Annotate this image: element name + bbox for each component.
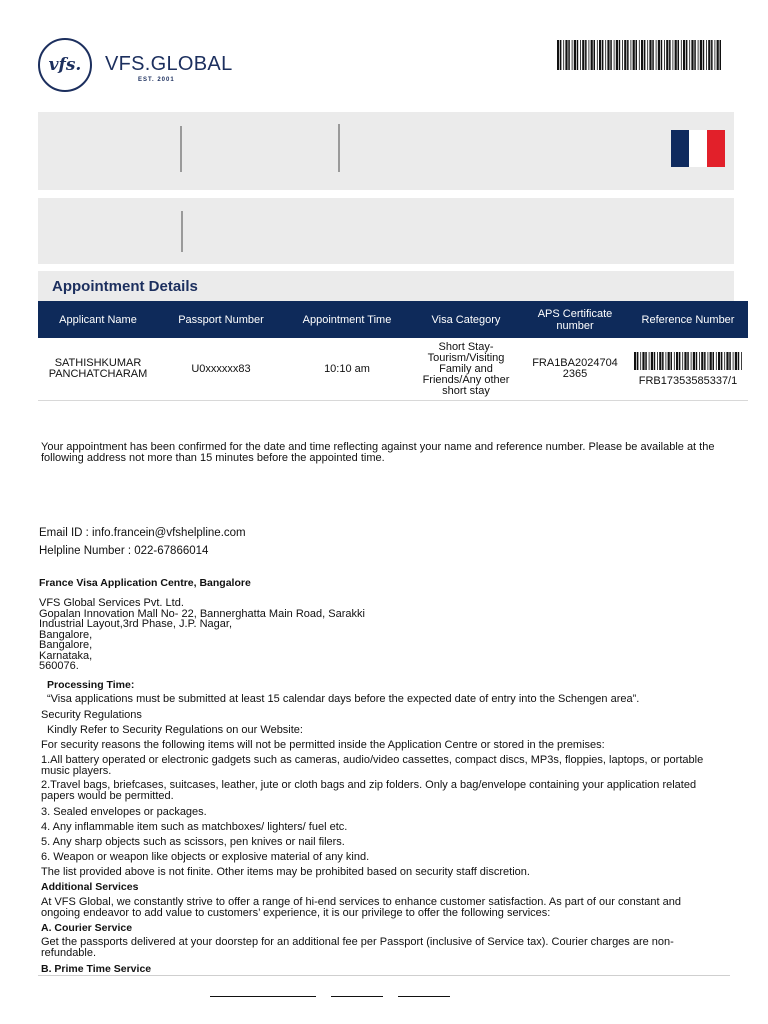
barcode-bar (711, 40, 713, 70)
security-item-1: 1.All battery operated or electronic gadgets such as cameras, audio/video cassettes, compact discs, MP3s, floppies, laptops, or portable music players. (41, 754, 704, 777)
barcode-bar (565, 40, 567, 70)
barcode-bar (704, 352, 706, 370)
security-item-5: 5. Any sharp objects such as scissors, pen knives or nail filers. (41, 836, 345, 848)
barcode-bar (687, 352, 689, 370)
col-reference-number: Reference Number (628, 301, 748, 338)
barcode-bar (560, 40, 562, 70)
barcode-bar (675, 40, 677, 70)
panel-divider (338, 124, 340, 172)
barcode-bar (738, 352, 740, 370)
signature-line (331, 996, 383, 997)
barcode-bar (633, 40, 635, 70)
barcode-bar (622, 40, 623, 70)
barcode-bar (668, 352, 670, 370)
contact-helpline: Helpline Number : 022-67866014 (39, 545, 209, 557)
col-appointment-time: Appointment Time (284, 301, 410, 338)
barcode-bar (631, 40, 632, 70)
courier-text: Get the passports delivered at your doorstep for an additional fee per Passport (inclusive of Service tax). Courier charges are non-refundable. (41, 936, 674, 959)
barcode-bar (681, 40, 682, 70)
barcode-bar (636, 40, 638, 70)
barcode-bar (682, 352, 683, 370)
barcode-bar (718, 352, 720, 370)
brand-established: EST. 2001 (138, 77, 175, 83)
barcode-bar (717, 40, 719, 70)
barcode-bar (696, 352, 698, 370)
barcode-bar (674, 352, 675, 370)
barcode-bar (652, 40, 654, 70)
barcode-bar (614, 40, 615, 70)
barcode-bar (708, 352, 709, 370)
panel-divider (180, 126, 182, 172)
signature-line (210, 996, 316, 997)
barcode-bar (676, 352, 678, 370)
processing-heading: Processing Time: (47, 679, 135, 691)
barcode-bar (640, 352, 641, 370)
barcode-bar (703, 40, 705, 70)
barcode-bar (671, 352, 673, 370)
barcode-bar (741, 352, 742, 370)
barcode-bar (607, 40, 609, 70)
barcode-bar (735, 352, 737, 370)
appointment-table (38, 301, 748, 401)
address-line: Karnataka, (39, 649, 93, 662)
barcode-bar (585, 40, 587, 70)
barcode-bar (679, 352, 681, 370)
barcode-bar (689, 40, 690, 70)
barcode-bar (721, 352, 723, 370)
barcode-bar (686, 40, 688, 70)
additional-intro: At VFS Global, we constantly strive to offer a range of hi-end services to enhance customer satisfaction. As part of our constant and ongoing endeavor to add value to customers’ experience, it is our privilege to offer the following services: (41, 896, 681, 919)
col-applicant-name: Applicant Name (38, 301, 158, 338)
panel-divider (181, 211, 183, 252)
barcode-bar (574, 40, 576, 70)
barcode-bar (649, 40, 651, 70)
applicant-name: SATHISHKUMAR PANCHATCHARAM (38, 338, 158, 401)
security-note: The list provided above is not finite. Other items may be prohibited based on security staff discretion. (41, 866, 530, 878)
security-item-4: 4. Any inflammable item such as matchboxes/ lighters/ fuel etc. (41, 821, 348, 833)
barcode-bar (700, 40, 702, 70)
appointment-time: 10:10 am (284, 338, 410, 401)
barcode-bar (715, 40, 716, 70)
courier-heading: A. Courier Service (41, 922, 133, 934)
barcode-bar (662, 352, 664, 370)
passport-number: U0xxxxxx83 (158, 338, 284, 401)
security-refer: Kindly Refer to Security Regulations on our Website: (47, 724, 303, 736)
barcode-bar (724, 352, 725, 370)
barcode-bar (678, 40, 680, 70)
barcode-bar (666, 352, 667, 370)
barcode-bar (710, 352, 712, 370)
barcode-bar (693, 352, 695, 370)
barcode-bar (733, 352, 734, 370)
barcode-bar (647, 40, 648, 70)
barcode-bar (577, 40, 579, 70)
reference-cell (628, 338, 748, 401)
france-flag (671, 130, 725, 167)
barcode-bar (664, 40, 665, 70)
barcode-bar (627, 40, 629, 70)
barcode-bar (708, 40, 710, 70)
barcode-bar (644, 40, 646, 70)
info-panel-2 (38, 198, 734, 264)
barcode-bar (716, 352, 717, 370)
flag-stripe-red (707, 130, 725, 167)
barcode-bar (651, 352, 653, 370)
barcode-bar (594, 40, 596, 70)
additional-heading: Additional Services (41, 881, 139, 893)
centre-name: France Visa Application Centre, Bangalore (39, 577, 251, 589)
table-header-row (38, 301, 748, 338)
barcode-bar (691, 40, 693, 70)
barcode-bar (563, 40, 564, 70)
barcode-bar (589, 40, 590, 70)
barcode-bar (582, 40, 584, 70)
barcode-bar (605, 40, 606, 70)
processing-text: “Visa applications must be submitted at least 15 calendar days before the expected date of entry into the Schengen area”. (47, 693, 640, 705)
barcode-bar (580, 40, 581, 70)
reference-number: FRB17353585337/1 (638, 374, 738, 387)
barcode-bar (637, 352, 639, 370)
reference-barcode (634, 352, 742, 370)
barcode-bar (658, 40, 660, 70)
barcode-bar (568, 40, 570, 70)
barcode-bar (616, 40, 618, 70)
barcode-bar (701, 352, 703, 370)
barcode-bar (619, 40, 621, 70)
address-line: Gopalan Innovation Mall No- 22, Bannerghatta Main Road, Sarakki (39, 607, 365, 620)
barcode-bar (599, 40, 601, 70)
barcode-bar (726, 352, 728, 370)
barcode-bar (656, 40, 657, 70)
address-line: Bangalore, (39, 628, 93, 641)
aps-certificate: FRA1BA2024704 2365 (522, 338, 628, 401)
barcode-bar (634, 352, 636, 370)
brand-name: VFS.GLOBAL (105, 53, 233, 75)
document-barcode (557, 40, 722, 70)
appointment-title: Appointment Details (52, 278, 198, 295)
barcode-bar (642, 352, 644, 370)
barcode-bar (657, 352, 658, 370)
vfs-logo (38, 38, 92, 92)
barcode-bar (673, 40, 674, 70)
barcode-bar (659, 352, 661, 370)
table-row (38, 338, 748, 401)
barcode-bar (641, 40, 643, 70)
barcode-bar (720, 40, 722, 70)
flag-stripe-white (689, 130, 707, 167)
barcode-bar (645, 352, 647, 370)
security-intro: For security reasons the following items will not be permitted inside the Application Centre or stored in the premises: (41, 739, 605, 751)
signature-line (398, 996, 450, 997)
barcode-bar (557, 40, 559, 70)
logo-mark: vfs. (48, 55, 82, 75)
barcode-bar (602, 40, 604, 70)
barcode-bar (729, 352, 731, 370)
col-passport-number: Passport Number (158, 301, 284, 338)
barcode-bar (684, 352, 686, 370)
barcode-bar (694, 40, 696, 70)
barcode-bar (610, 40, 612, 70)
visa-category: Short Stay-Tourism/Visiting Family and Friends/Any other short stay (410, 338, 522, 401)
security-item-6: 6. Weapon or weapon like objects or explosive material of any kind. (41, 851, 370, 863)
centre-address (39, 598, 365, 672)
barcode-bar (706, 40, 707, 70)
barcode-bar (572, 40, 573, 70)
barcode-bar (639, 40, 640, 70)
barcode-bar (654, 352, 656, 370)
prime-time-heading: B. Prime Time Service (41, 963, 152, 975)
col-visa-category: Visa Category (410, 301, 522, 338)
barcode-bar (624, 40, 626, 70)
security-item-3: 3. Sealed envelopes or packages. (41, 806, 207, 818)
barcode-bar (691, 352, 692, 370)
address-line: Industrial Layout,3rd Phase, J.P. Nagar, (39, 618, 233, 630)
barcode-bar (683, 40, 685, 70)
security-item-2: 2.Travel bags, briefcases, suitcases, leather, jute or cloth bags and zip folders. Only a bag/envelope containing your application related papers would be permitted. (41, 779, 697, 802)
security-heading: Security Regulations (41, 709, 142, 721)
confirmation-text: Your appointment has been confirmed for the date and time reflecting against your name and reference number. Please be available at the following address not more than 15 minutes before the appointed time. (41, 441, 715, 464)
barcode-bar (661, 40, 663, 70)
barcode-bar (699, 352, 700, 370)
barcode-bar (669, 40, 671, 70)
barcode-bar (713, 352, 715, 370)
address-line: Bangalore, (39, 639, 93, 651)
barcode-bar (649, 352, 650, 370)
address-line: 560076. (39, 660, 79, 672)
info-panel-1 (38, 112, 734, 190)
flag-stripe-blue (671, 130, 689, 167)
barcode-bar (597, 40, 598, 70)
barcode-bar (666, 40, 668, 70)
address-line: VFS Global Services Pvt. Ltd. (39, 597, 184, 609)
col-aps-certificate: APS Certificate number (522, 301, 628, 338)
barcode-bar (591, 40, 593, 70)
barcode-bar (698, 40, 699, 70)
footer-divider (38, 975, 730, 976)
contact-email: Email ID : info.francein@vfshelpline.com (39, 527, 246, 539)
